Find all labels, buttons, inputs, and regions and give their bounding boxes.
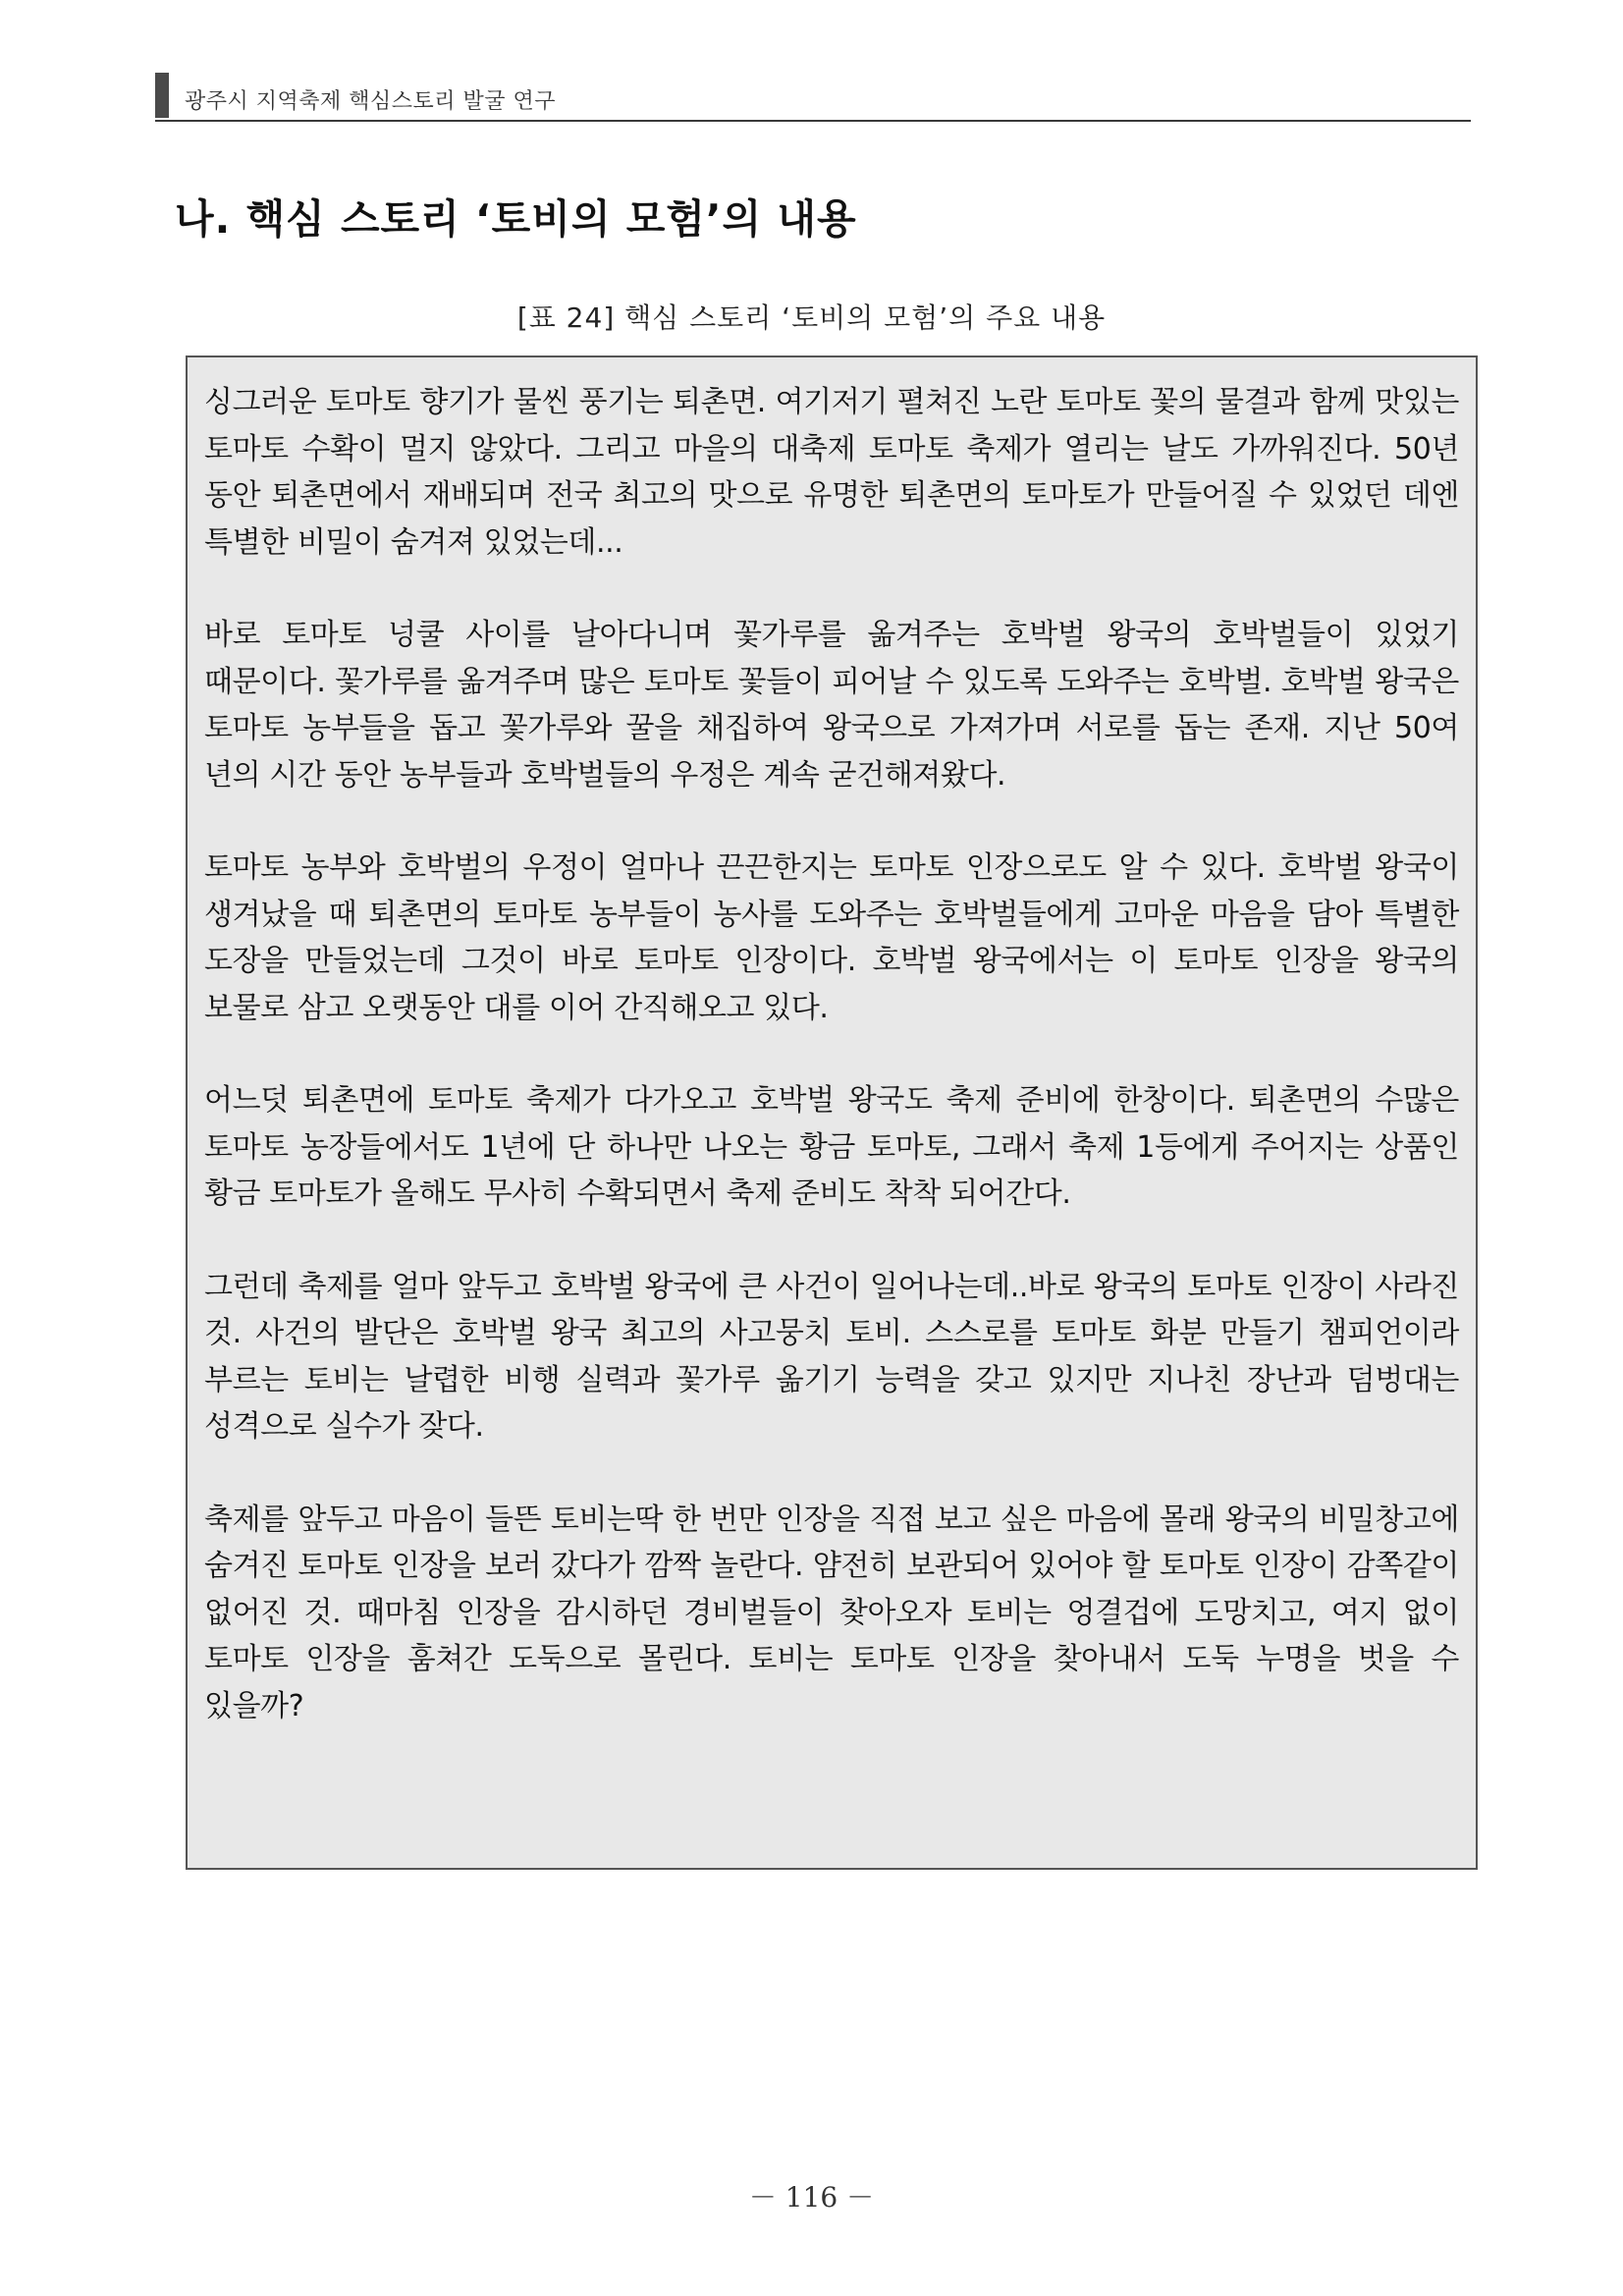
story-paragraph-4: 어느덧 퇴촌면에 토마토 축제가 다가오고 호박벌 왕국도 축제 준비에 한창이다. 퇴촌면의 수많은 토마토 농장들에서도 1년에 단 하나만 나오는 황금 토마토, 그래서 축제 1등에게 주어지는 상품인 황금 토마토가 올해도 무사히 수확되면서 축제 준비도 착착 되어간다.: [204, 1083, 1459, 1211]
running-header: [155, 73, 1471, 122]
running-header-title: 광주시 지역축제 핵심스토리 발굴 연구: [185, 89, 557, 114]
story-paragraph-3: 토마토 농부와 호박벌의 우정이 얼마나 끈끈한지는 토마토 인장으로도 알 수 있다. 호박벌 왕국이 생겨났을 때 퇴촌면의 토마토 농부들이 농사를 도와주는 호박벌들에게 고마운 마음을 담아 특별한 도장을 만들었는데 그것이 바로 토마토 인장이다. 호박벌 왕국에서는 이 토마토 인장을 왕국의 보물로 삼고 오랫동안 대를 이어 간직해오고 있다.: [204, 850, 1459, 1025]
page-number: － 116 －: [748, 2181, 875, 2214]
story-paragraph-1: 싱그러운 토마토 향기가 물씬 풍기는 퇴촌면. 여기저기 펼쳐진 노란 토마토 꽃의 물결과 함께 맛있는 토마토 수확이 멀지 않았다. 그리고 마을의 대축제 토마토 축제가 열리는 날도 가까워진다. 50년 동안 퇴촌면에서 재배되며 전국 최고의 맛으로 유명한 퇴촌면의 토마토가 만들어질 수 있었던 데엔 특별한 비밀이 숨겨져 있었는데...: [204, 385, 1459, 560]
header-bar-decoration: [155, 73, 169, 118]
story-paragraph-6: 축제를 앞두고 마음이 들뜬 토비는딱 한 번만 인장을 직접 보고 싶은 마음에 몰래 왕국의 비밀창고에 숨겨진 토마토 인장을 보러 갔다가 깜짝 놀란다. 얌전히 보관되어 있어야 할 토마토 인장이 감쪽같이 없어진 것. 때마침 인장을 감시하던 경비벌들이 찾아오자 토비는 엉결겁에 도망치고, 여지 없이 토마토 인장을 훔쳐간 도둑으로 몰린다. 토비는 토마토 인장을 찾아내서 도둑 누명을 벗을 수 있을까?: [204, 1502, 1459, 1723]
story-paragraph-5: 그런데 축제를 얼마 앞두고 호박벌 왕국에 큰 사건이 일어나는데..바로 왕국의 토마토 인장이 사라진 것. 사건의 발단은 호박벌 왕국 최고의 사고뭉치 토비. 스스로를 토마토 화분 만들기 챔피언이라 부르는 토비는 날렵한 비행 실력과 꽃가루 옮기기 능력을 갖고 있지만 지나친 장난과 덤벙대는 성격으로 실수가 잦다.: [204, 1269, 1459, 1444]
story-paragraph-2: 바로 토마토 넝쿨 사이를 날아다니며 꽃가루를 옮겨주는 호박벌 왕국의 호박벌들이 있었기 때문이다. 꽃가루를 옮겨주며 많은 토마토 꽃들이 피어날 수 있도록 도와주는 호박벌. 호박벌 왕국은 토마토 농부들을 돕고 꽃가루와 꿀을 채집하여 왕국으로 가져가며 서로를 돕는 존재. 지난 50여 년의 시간 동안 농부들과 호박벌들의 우정은 계속 굳건해져왔다.: [204, 618, 1459, 793]
story-content-box: [186, 355, 1478, 1870]
section-title: 나. 핵심 스토리 ‘토비의 모험’의 내용: [175, 195, 857, 243]
table-caption: [표 24] 핵심 스토리 ‘토비의 모험’의 주요 내용: [516, 301, 1107, 334]
